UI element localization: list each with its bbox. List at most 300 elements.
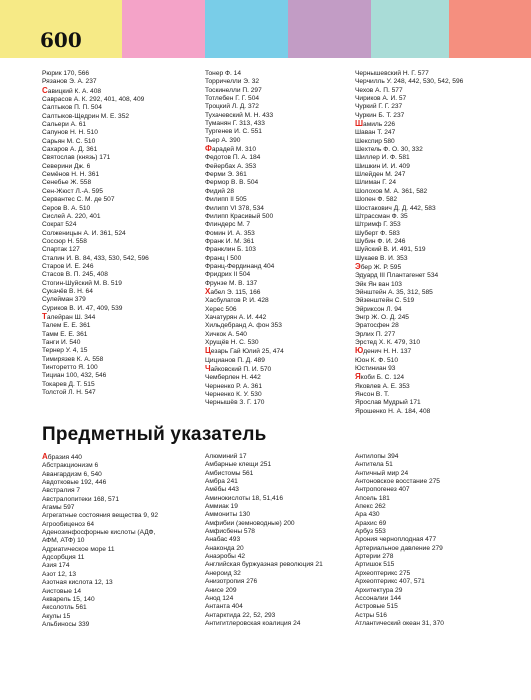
index-entry-text: Аденозинфосфорные кислоты (АДФ, xyxy=(42,529,156,537)
index-entry xyxy=(205,603,355,611)
index-entry-text: Шлейден М. 247 xyxy=(355,171,406,179)
index-entry xyxy=(355,322,515,330)
index-entry xyxy=(355,408,515,416)
index-entry xyxy=(205,561,355,569)
index-entry xyxy=(355,179,515,187)
index-entry xyxy=(205,357,355,365)
index-entry xyxy=(42,322,198,330)
index-entry-text: Авдотковые 192, 446 xyxy=(42,479,107,487)
index-entry xyxy=(205,297,355,305)
index-letter-initial: Ф xyxy=(205,144,212,154)
subject-index-column-3 xyxy=(355,453,515,628)
index-entry-text: Шуберт Ф. 583 xyxy=(355,229,400,237)
index-letter-initial: Ш xyxy=(355,119,364,129)
index-entry-text: Анизотропия 276 xyxy=(205,578,258,586)
index-entry-text: Аммиак 19 xyxy=(205,503,238,511)
index-entry xyxy=(42,521,198,529)
index-entry xyxy=(205,495,355,503)
index-entry xyxy=(355,272,515,280)
index-entry-text: Троцкий Л. Д. 372 xyxy=(205,103,259,111)
index-entry xyxy=(355,373,515,382)
index-entry-text: Акулы 15 xyxy=(42,612,71,620)
index-entry xyxy=(355,365,515,373)
index-entry xyxy=(355,603,515,611)
index-entry xyxy=(42,496,198,504)
index-entry xyxy=(205,620,355,628)
color-band-purple xyxy=(288,0,371,58)
index-entry-text: Филипп VI 378, 534 xyxy=(205,204,264,212)
index-entry xyxy=(355,470,515,478)
index-entry-text: Азия 174 xyxy=(42,562,70,570)
index-entry xyxy=(42,255,198,263)
index-entry xyxy=(355,520,515,528)
index-entry xyxy=(205,612,355,620)
index-entry xyxy=(42,372,198,380)
index-entry-text: Чернышевский Н. Г. 577 xyxy=(355,70,429,77)
index-entry xyxy=(355,561,515,569)
index-entry-text: Толстой Л. Н. 547 xyxy=(42,389,96,397)
index-entry-text: Эйзенштейн С. 519 xyxy=(355,297,415,305)
index-entry xyxy=(205,578,355,586)
index-entry xyxy=(355,205,515,213)
index-entry-text: Амбра 241 xyxy=(205,478,238,486)
index-entry xyxy=(205,154,355,162)
index-entry-text: Акварель 15, 140 xyxy=(42,595,95,603)
index-entry xyxy=(42,313,198,322)
index-entry-text: Токарев Д. Т. 515 xyxy=(42,380,95,388)
index-entry-text: коби Б. С. 124 xyxy=(360,374,405,382)
index-entry xyxy=(355,154,515,162)
index-entry xyxy=(42,188,198,196)
index-entry-text: Чириков А. И. 57 xyxy=(355,95,407,103)
index-entry xyxy=(205,103,355,111)
index-entry-text: Шиллер И. Ф. 581 xyxy=(355,154,410,162)
index-entry-text: Черненко Р. А. 361 xyxy=(205,382,263,390)
index-entry-text: Тамм Е. Е. 361 xyxy=(42,330,88,338)
index-entry-text: Тициан 100, 432, 546 xyxy=(42,372,107,380)
index-entry xyxy=(42,562,198,570)
index-entry xyxy=(205,470,355,478)
index-entry-text: Сократ 524 xyxy=(42,221,77,229)
index-entry xyxy=(355,163,515,171)
index-entry xyxy=(205,374,355,382)
color-band-coral xyxy=(449,0,531,58)
index-entry-text: Франц-Фердинанд 404 xyxy=(205,262,275,270)
index-entry xyxy=(42,621,198,629)
index-entry xyxy=(355,587,515,595)
index-entry xyxy=(205,196,355,204)
index-entry-text: Агрегатные состояния вещества 9, 92 xyxy=(42,512,159,520)
index-entry-text: Шукаев В. И. 353 xyxy=(355,254,408,262)
index-entry-text: Антилопы 394 xyxy=(355,453,399,460)
index-entry-text: бразия 440 xyxy=(47,454,82,461)
index-entry xyxy=(42,588,198,596)
index-entry xyxy=(355,545,515,553)
index-entry xyxy=(205,399,355,407)
index-entry xyxy=(205,238,355,246)
index-entry xyxy=(42,546,198,554)
index-entry xyxy=(355,146,515,154)
subject-index-column-1 xyxy=(42,453,198,629)
index-entry xyxy=(355,570,515,578)
index-entry xyxy=(42,364,198,372)
index-entry-text: Археоптерикс 407, 571 xyxy=(355,578,425,586)
index-entry xyxy=(205,271,355,279)
index-entry-text: Рюрик 170, 566 xyxy=(42,70,90,77)
index-entry-text: Сахаров А. Д. 361 xyxy=(42,146,98,154)
index-entry-text: Артерии 278 xyxy=(355,553,394,561)
index-entry xyxy=(205,331,355,339)
index-entry xyxy=(205,179,355,187)
index-entry-text: Анод 124 xyxy=(205,594,234,602)
index-entry-text: Антоновское восстание 275 xyxy=(355,478,440,486)
index-entry-text: Английская буржуазная революция 21 xyxy=(205,561,323,569)
index-entry xyxy=(205,339,355,347)
index-entry xyxy=(205,112,355,120)
index-entry-text: Сукачёв В. Н. 64 xyxy=(42,287,93,295)
index-entry xyxy=(205,128,355,136)
name-index-column-2 xyxy=(205,70,355,408)
subject-index-title: Предметный указатель xyxy=(42,424,267,445)
index-entry-text: Талем Е. Е. 361 xyxy=(42,322,91,330)
index-entry-text: Филипп Красивый 500 xyxy=(205,212,274,220)
index-entry-text: езарь Гай Юлий 25, 474 xyxy=(210,348,284,356)
index-entry-text: Сарьян М. С. 510 xyxy=(42,137,96,145)
index-entry-text: Ярослав Мудрый 171 xyxy=(355,399,421,407)
index-entry-text: Салтыков-Щедрин М. Е. 352 xyxy=(42,112,130,120)
index-entry-text: Салтыков П. П. 504 xyxy=(42,104,102,112)
index-entry-text: Тоскинелли П. 297 xyxy=(205,86,262,94)
index-entry xyxy=(205,520,355,528)
index-entry xyxy=(205,536,355,544)
index-entry xyxy=(355,221,515,229)
index-entry xyxy=(42,604,198,612)
index-entry-text: Танги И. 540 xyxy=(42,339,81,346)
index-entry-text: Адсорбция 11 xyxy=(42,554,85,562)
index-entry xyxy=(205,306,355,314)
index-entry xyxy=(205,280,355,288)
index-entry xyxy=(355,188,515,196)
index-entry xyxy=(42,163,198,171)
index-entry-text: Северини Дж. 6 xyxy=(42,162,91,170)
index-entry xyxy=(205,70,355,78)
index-entry-text: Сальери А. 61 xyxy=(42,121,87,129)
index-entry-text: Франк И. М. 361 xyxy=(205,237,255,245)
index-entry-text: Апсель 181 xyxy=(355,494,390,502)
index-entry xyxy=(205,391,355,399)
index-entry-text: Чернышёв З. Г. 170 xyxy=(205,399,265,407)
index-entry xyxy=(205,255,355,263)
index-entry-text: Янсон В. Т. xyxy=(355,391,390,399)
index-entry xyxy=(205,171,355,179)
index-entry xyxy=(205,87,355,95)
index-entry-text: Черчилль У. 248, 442, 530, 542, 596 xyxy=(355,78,464,86)
index-entry-text: Сен-Жюст Л.-А. 595 xyxy=(42,187,103,195)
index-entry xyxy=(355,70,515,78)
index-entry-text: Тинторетто Я. 100 xyxy=(42,364,98,372)
index-entry-text: Анаконда 20 xyxy=(205,544,244,552)
index-entry xyxy=(355,578,515,586)
index-entry-text: Анероид 32 xyxy=(205,569,241,577)
index-entry-text: Тотлебен Г. Г. 504 xyxy=(205,95,260,103)
index-entry xyxy=(42,213,198,221)
index-entry xyxy=(355,213,515,221)
index-entry xyxy=(355,314,515,322)
index-entry-text: Хасбулатов Р. И. 428 xyxy=(205,297,269,305)
index-entry-text: Астры 516 xyxy=(355,611,387,619)
index-entry-text: Чуркин Б. Т. 237 xyxy=(355,111,405,119)
index-entry xyxy=(42,146,198,154)
index-entry-text: Эрстед Х. К. 479, 310 xyxy=(355,339,421,346)
index-entry xyxy=(42,104,198,112)
page-number: 600 xyxy=(40,28,82,52)
index-entry-text: Агамы 597 xyxy=(42,504,75,512)
index-entry xyxy=(42,579,198,587)
index-entry xyxy=(205,246,355,254)
index-entry xyxy=(42,479,198,487)
index-entry-text: Фридрих II 504 xyxy=(205,271,251,279)
index-entry-text: алейран Ш. 344 xyxy=(46,313,96,321)
index-entry-text: амиль 226 xyxy=(363,121,396,129)
index-entry-text: Тухачевский М. Н. 433 xyxy=(205,111,274,119)
index-entry-text: Авангардизм 6, 540 xyxy=(42,470,102,478)
index-letter-initial: Ч xyxy=(205,364,211,374)
index-entry xyxy=(355,553,515,561)
index-entry xyxy=(205,570,355,578)
index-entry xyxy=(355,503,515,511)
index-entry-text: Хильдебранд А. фон 353 xyxy=(205,322,282,330)
index-entry xyxy=(355,453,515,461)
index-entry xyxy=(42,263,198,271)
index-entry xyxy=(42,154,198,162)
index-entry-text: Амфисбены 578 xyxy=(205,528,255,536)
index-entry xyxy=(42,504,198,512)
index-entry-text: Стогин-Шуйский М. В. 519 xyxy=(42,279,122,287)
index-entry-text: Амёбы 443 xyxy=(205,486,239,494)
index-entry-text: Антарктида 22, 52, 293 xyxy=(205,611,276,619)
index-entry xyxy=(205,383,355,391)
index-entry-text: Антигитлеровская коалиция 24 xyxy=(205,619,301,627)
index-entry xyxy=(205,263,355,271)
index-entry xyxy=(355,87,515,95)
index-entry-text: Аминокислоты 18, 51,416 xyxy=(205,494,283,502)
index-entry xyxy=(355,246,515,254)
index-entry xyxy=(42,129,198,137)
index-entry xyxy=(42,305,198,313)
index-entry xyxy=(355,103,515,111)
index-entry-text: Альбиносы 339 xyxy=(42,620,90,628)
index-entry-text: Антанта 404 xyxy=(205,603,243,611)
index-entry xyxy=(205,503,355,511)
index-entry-text: Алюминий 17 xyxy=(205,453,247,460)
index-entry-text: Туманян Г. 313, 433 xyxy=(205,120,265,128)
index-entry-text: Шлиман Г. 24 xyxy=(355,179,397,187)
index-entry-text: Солженицын А. И. 361, 524 xyxy=(42,229,126,237)
index-entry xyxy=(42,471,198,479)
index-entry-text: Штрассман Ф. 35 xyxy=(355,212,408,220)
index-entry xyxy=(42,381,198,389)
index-entry-text: Херес 506 xyxy=(205,305,237,313)
index-entry xyxy=(205,230,355,238)
index-entry-text: Фидий 28 xyxy=(205,187,235,195)
index-entry-text: Эйк Ян ван 103 xyxy=(355,280,402,288)
index-entry-text: Хичкок А. 540 xyxy=(205,330,247,338)
index-entry xyxy=(205,288,355,297)
index-entry-text: Хачатурян А. И. 442 xyxy=(205,313,267,321)
index-entry xyxy=(42,462,198,470)
index-entry xyxy=(355,347,515,356)
index-entry-text: Семёнов Н. Н. 361 xyxy=(42,171,100,179)
index-entry xyxy=(355,595,515,603)
color-band-pink xyxy=(122,0,205,58)
color-band-teal xyxy=(371,0,449,58)
name-index-column-3 xyxy=(355,70,515,416)
index-entry xyxy=(355,78,515,86)
index-entry xyxy=(355,357,515,365)
index-entry xyxy=(42,196,198,204)
index-entry-text: авицкий К. А. 408 xyxy=(47,87,102,95)
index-entry xyxy=(42,331,198,339)
index-entry-text: Шехтель Ф. О. 30, 332 xyxy=(355,146,423,154)
index-entry xyxy=(205,322,355,330)
index-entry xyxy=(42,389,198,397)
index-entry xyxy=(42,179,198,187)
index-entry-text: Амбистомы 561 xyxy=(205,469,254,477)
index-entry xyxy=(42,221,198,229)
index-entry-text: Тимирязев К. А. 558 xyxy=(42,355,104,363)
index-entry-text: айковский П. И. 570 xyxy=(210,366,272,374)
index-entry-text: Юстиниан 93 xyxy=(355,365,396,373)
index-entry-text: Аксолотль 561 xyxy=(42,604,87,612)
index-entry-text: Античный мир 24 xyxy=(355,469,409,477)
index-entry xyxy=(42,271,198,279)
index-entry-text: Стасов В. П. 245, 408 xyxy=(42,271,108,279)
index-entry xyxy=(42,356,198,364)
color-band-blue xyxy=(205,0,288,58)
index-letter-initial: Х xyxy=(205,286,211,296)
index-entry xyxy=(42,70,198,78)
index-entry xyxy=(42,347,198,355)
index-entry xyxy=(42,121,198,129)
index-entry-text: денич Н. Н. 137 xyxy=(363,348,412,356)
index-entry-text: Шишкин И. И. 409 xyxy=(355,162,410,170)
index-entry-text: Эдуард III Плантагенет 534 xyxy=(355,272,439,280)
index-entry-text: Артишок 515 xyxy=(355,561,395,569)
index-entry xyxy=(42,87,198,96)
index-entry-text: Азотная кислота 12, 13 xyxy=(42,579,113,587)
index-entry-text: Шуйский В. И. 491, 519 xyxy=(355,246,426,254)
index-entry-text: абел Э. 115, 166 xyxy=(210,288,261,296)
index-entry-text: Агрообиценоз 64 xyxy=(42,520,95,528)
index-entry-text: Архитектура 29 xyxy=(355,586,403,594)
index-entry xyxy=(355,383,515,391)
index-entry xyxy=(42,487,198,495)
index-entry-text: Амбарные клещи 251 xyxy=(205,461,272,469)
index-entry-text: Эйнштейн А. 35, 312, 585 xyxy=(355,288,433,296)
index-entry-text: Спартак 127 xyxy=(42,246,80,254)
index-entry xyxy=(355,495,515,503)
index-entry xyxy=(355,138,515,146)
index-entry xyxy=(42,230,198,238)
index-entry-text: Сталин И. В. 84, 433, 530, 542, 596 xyxy=(42,254,149,262)
index-entry xyxy=(42,205,198,213)
index-entry-text: Арония черноплодная 477 xyxy=(355,536,437,544)
index-entry xyxy=(355,486,515,494)
index-entry xyxy=(42,596,198,604)
index-entry-text: Шопен Ф. 582 xyxy=(355,196,398,204)
index-letter-initial: Ц xyxy=(205,346,211,356)
index-entry-text: Анабас 493 xyxy=(205,536,241,544)
index-entry-text: Анисе 209 xyxy=(205,586,237,594)
index-entry-text: Абстракционизм 6 xyxy=(42,462,99,470)
index-entry xyxy=(355,171,515,179)
index-entry xyxy=(355,238,515,246)
index-entry xyxy=(42,78,198,86)
index-entry-text: Энгр Ж. О. Д. 245 xyxy=(355,313,409,321)
index-letter-initial: Э xyxy=(355,261,361,271)
index-entry xyxy=(205,511,355,519)
index-entry xyxy=(355,306,515,314)
index-entry-text: Чуркий Г. Г. 237 xyxy=(355,103,403,111)
index-entry-text: бер Ж. Р. 595 xyxy=(360,263,402,271)
index-entry-text: Ярошенко Н. А. 184, 408 xyxy=(355,407,431,415)
subject-index-column-2 xyxy=(205,453,355,628)
index-entry-text: Штримф Г. 353 xyxy=(355,221,401,229)
index-entry-text: Ассоналии 144 xyxy=(355,594,402,602)
index-entry xyxy=(205,78,355,86)
index-entry xyxy=(42,138,198,146)
index-entry xyxy=(42,280,198,288)
index-entry xyxy=(42,512,198,520)
index-entry xyxy=(205,587,355,595)
index-entry-text: Филипп II 505 xyxy=(205,196,247,204)
index-entry-text: Антропогенез 407 xyxy=(355,486,410,494)
index-entry-text: Саврасов А. К. 292, 401, 408, 409 xyxy=(42,96,145,104)
index-entry xyxy=(355,461,515,469)
index-entry-text: Сервантес С. М. де 507 xyxy=(42,196,115,204)
index-entry xyxy=(355,120,515,129)
index-entry xyxy=(355,612,515,620)
index-entry-text: Рязанов Э. А. 237 xyxy=(42,78,97,86)
index-entry xyxy=(355,281,515,289)
index-entry-text: Шаван Т. 247 xyxy=(355,129,396,137)
index-entry xyxy=(42,246,198,254)
index-entry-text: Эрлих П. 277 xyxy=(355,330,396,338)
index-entry-text: Азот 12, 13 xyxy=(42,570,77,578)
index-entry xyxy=(42,613,198,621)
index-entry xyxy=(355,339,515,347)
index-entry-text: Апекс 262 xyxy=(355,503,386,511)
index-entry xyxy=(355,620,515,628)
index-entry xyxy=(42,529,198,537)
index-entry xyxy=(355,511,515,519)
index-entry xyxy=(205,145,355,154)
index-entry xyxy=(355,129,515,137)
index-entry-text: Франц I 500 xyxy=(205,254,242,262)
index-entry-text: Ара 430 xyxy=(355,511,380,519)
index-entry-text: Федотов П. А. 184 xyxy=(205,154,261,162)
index-entry xyxy=(355,528,515,536)
index-entry-text: Австралия 7 xyxy=(42,487,81,495)
index-letter-initial: Ю xyxy=(355,346,364,356)
index-entry xyxy=(205,213,355,221)
index-entry-text: Юон К. Ф. 510 xyxy=(355,356,398,364)
index-entry xyxy=(42,554,198,562)
index-entry-text: Фермор В. В. 504 xyxy=(205,179,259,187)
index-entry-text: Аммониты 130 xyxy=(205,511,251,519)
index-entry xyxy=(205,221,355,229)
index-entry-text: Тургенев И. С. 551 xyxy=(205,128,262,136)
